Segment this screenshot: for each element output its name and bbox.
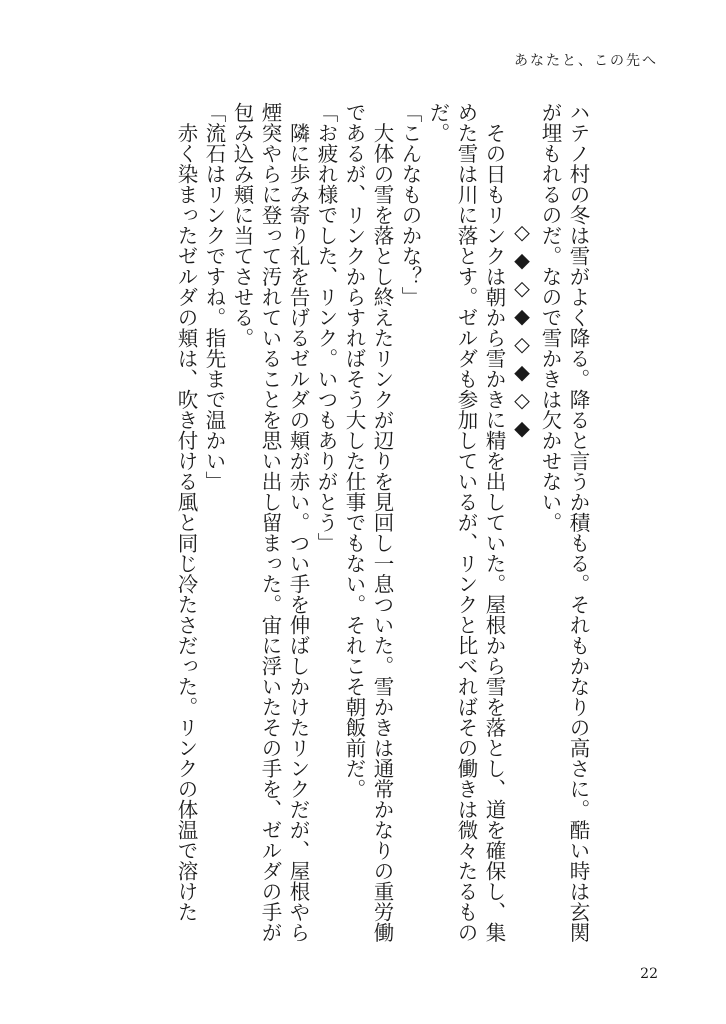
section-separator: ◇◆◇◆◇◆◇◆ bbox=[510, 220, 534, 444]
page-number: 22 bbox=[640, 966, 658, 982]
running-head: あなたと、この先へ bbox=[514, 53, 658, 69]
paragraph: 隣に歩み寄り礼を告げるゼルダの頬が赤い。つい手を伸ばしかけたリンクだが、屋根やら煙突やらに登って汚れていることを思い出し留まった。宙に浮いたその手を、ゼルダの手が包み込み頬に当てさせる。 bbox=[230, 102, 310, 943]
dialogue-line: 「こんなものかな？」 bbox=[398, 102, 422, 307]
paragraph: 赤く染まったゼルダの頬は、吹き付ける風と同じ冷たさだった。リンクの体温で溶けた bbox=[174, 102, 198, 922]
paragraph: ハテノ村の冬は雪がよく降る。降ると言うか積もる。それもかなりの高さに。酷い時は玄関が埋もれるのだ。なので雪かきは欠かせない。 bbox=[538, 102, 590, 943]
paragraph: その日もリンクは朝から雪かきに精を出していた。屋根から雪を落とし、道を確保し、集めた雪は川に落とす。ゼルダも参加しているが、リンクと比べればその働きは微々たるものだ。 bbox=[426, 102, 506, 943]
dialogue-line: 「流石はリンクですね。指先まで温かい」 bbox=[202, 102, 226, 492]
body-text bbox=[140, 102, 592, 944]
paragraph: 大体の雪を落とし終えたリンクが辺りを見回し一息ついた。雪かきは通常かなりの重労働であるが、リンクからすればそう大した仕事でもない。それこそ朝飯前だ。 bbox=[342, 102, 394, 943]
dialogue-line: 「お疲れ様でした、リンク。いつもありがとう」 bbox=[314, 102, 338, 553]
